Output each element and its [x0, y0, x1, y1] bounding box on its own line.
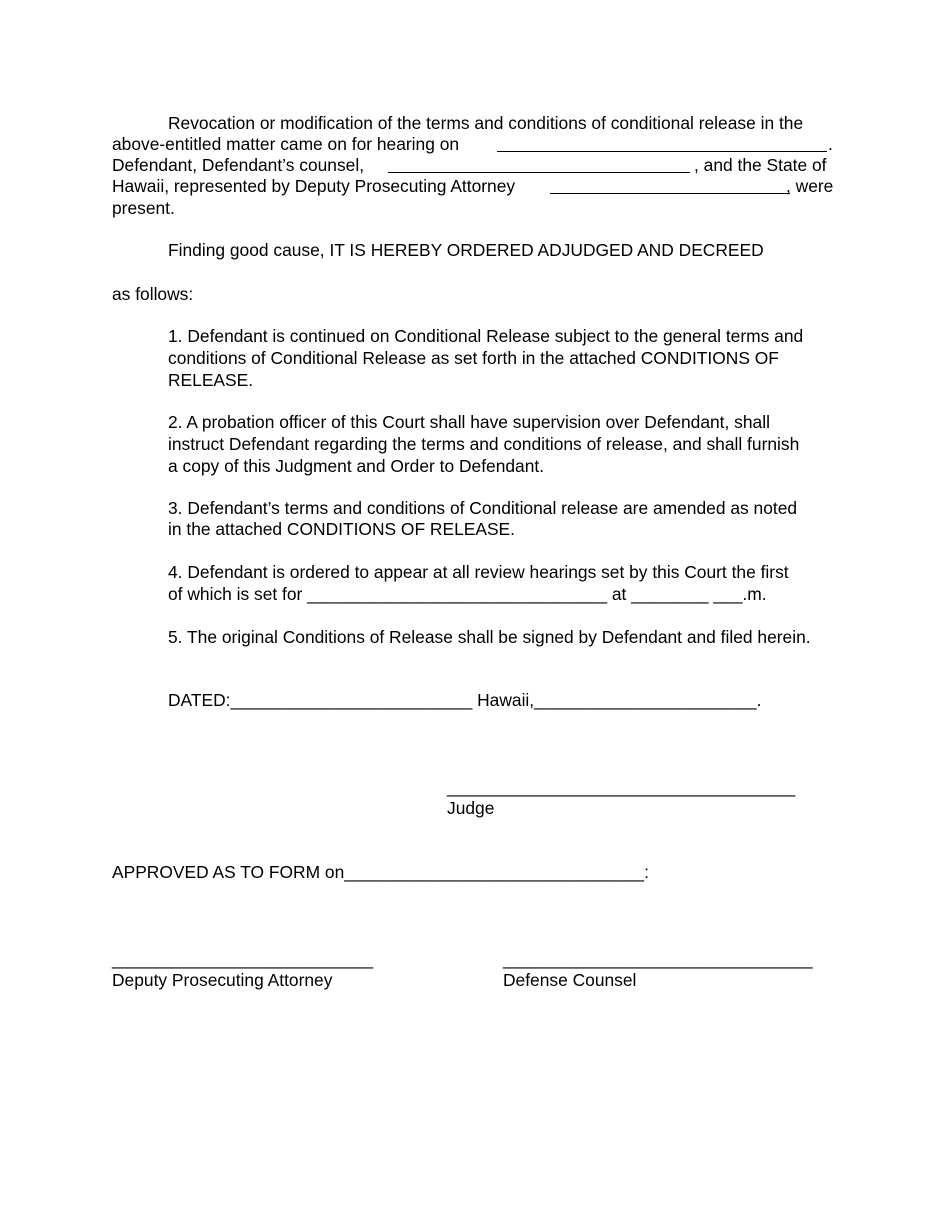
order-2-line-1: 2. A probation officer of this Court shall have supervision over Defendant, shall — [168, 412, 770, 432]
order-2-line-2: instruct Defendant regarding the terms and conditions of release, and shall furnish — [168, 434, 800, 454]
order-3-line-1: 3. Defendant’s terms and conditions of Conditional release are amended as noted — [168, 498, 798, 518]
judge-signature-line: ____________________________________ — [447, 777, 796, 797]
defense-counsel-field[interactable] — [388, 154, 690, 173]
defense-signature-line: ________________________________ — [503, 949, 813, 969]
defense-label: Defense Counsel — [503, 970, 637, 990]
intro-line-5: present. — [112, 198, 175, 218]
prosecutor-signature-line: ___________________________ — [112, 949, 374, 969]
intro-line-4-text: Hawaii, represented by Deputy Prosecuting Attorney — [112, 176, 516, 196]
order-4-line-1: 4. Defendant is ordered to appear at all review hearings set by this Court the first — [168, 562, 789, 582]
as-follows: as follows: — [112, 284, 194, 304]
intro-line-2-end: . — [828, 134, 833, 154]
approved-line: APPROVED AS TO FORM on_______________________________: — [112, 862, 649, 882]
dated-line: DATED:_________________________ Hawaii,_______________________. — [168, 690, 762, 710]
order-1-line-1: 1. Defendant is continued on Conditional Release subject to the general terms and — [168, 326, 804, 346]
order-1-line-3: RELEASE. — [168, 370, 254, 390]
intro-line-3-text: Defendant, Defendant’s counsel, — [112, 155, 365, 175]
intro-line-1: Revocation or modification of the terms and conditions of conditional release in the — [168, 113, 804, 133]
prosecutor-field[interactable] — [550, 175, 790, 194]
hearing-date-field[interactable] — [497, 133, 827, 152]
order-5-line-1: 5. The original Conditions of Release shall be signed by Defendant and filed herein. — [168, 627, 811, 647]
judge-label: Judge — [447, 798, 495, 818]
prosecutor-label: Deputy Prosecuting Attorney — [112, 970, 333, 990]
order-1-line-2: conditions of Conditional Release as set forth in the attached CONDITIONS OF — [168, 348, 779, 368]
finding-line: Finding good cause, IT IS HEREBY ORDERED ADJUDGED AND DECREED — [168, 240, 764, 260]
intro-line-2-text: above-entitled matter came on for hearing on — [112, 134, 460, 154]
order-4-line-2: of which is set for _______________________________ at ________ ___.m. — [168, 584, 767, 604]
order-2-line-3: a copy of this Judgment and Order to Defendant. — [168, 456, 545, 476]
order-3-line-2: in the attached CONDITIONS OF RELEASE. — [168, 519, 515, 539]
intro-line-4-end: , were — [786, 176, 834, 196]
intro-line-3-end: , and the State of — [694, 155, 827, 175]
